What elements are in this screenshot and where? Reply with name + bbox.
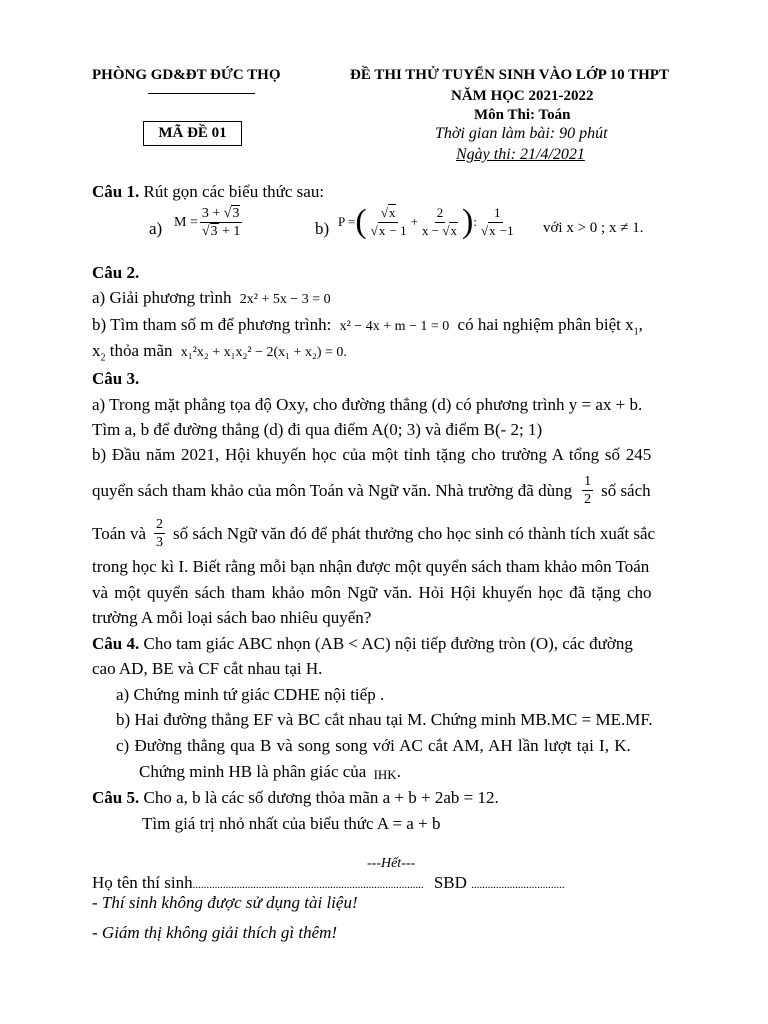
question-4c-line2	[139, 762, 401, 782]
equation-2b: x² − 4x + m − 1 = 0	[339, 319, 450, 334]
question-4-line2: cao AD, BE và CF cắt nhau tại H.	[92, 659, 323, 678]
question-3b-line3	[92, 517, 655, 551]
question-4-label: Câu 4.	[92, 634, 140, 653]
question-4c-line1: c) Đường thẳng qua B và song song với AC cắt AM, AH lần lượt tại I, K.	[116, 736, 631, 755]
question-2b-line1: b) Tìm tham số m để phương trình: x² − 4x + m − 1 = 0 có hai nghiệm phân biệt $x_1$,	[92, 315, 643, 338]
question-1-text: Rút gọn các biểu thức sau:	[143, 182, 325, 201]
equation-2a: 2x² + 5x − 3 = 0	[239, 292, 331, 307]
time-limit: Thời gian làm bài: 90 phút	[435, 125, 608, 142]
candidate-name-label: Họ tên thí sinh	[92, 873, 193, 892]
subject: Môn Thi: Toán	[474, 107, 571, 123]
header-underline	[148, 93, 255, 94]
question-3b-line6: trường A mỗi loại sách bao nhiêu quyển?	[92, 608, 372, 627]
question-2b-line2: $x_2$ thỏa mãn x₁²x₂ + x₁x₂² − 2(x₁ + x₂) = 0.	[92, 341, 347, 364]
question-5-line2: Tìm giá trị nhỏ nhất của biểu thức A = a + b	[142, 814, 441, 833]
question-3-label: Câu 3.	[92, 369, 140, 388]
condition-text: với x > 0 ; x ≠ 1.	[543, 220, 644, 236]
question-3b-line2	[92, 474, 651, 508]
question-5-label: Câu 5.	[92, 788, 140, 807]
end-marker: ---Hết---	[367, 856, 416, 871]
question-4c-text: Chứng minh HB là phân giác của	[139, 762, 367, 781]
angle-ihk: IHK	[373, 767, 397, 782]
note-no-materials: - Thí sinh không được sử dụng tài liệu!	[92, 893, 358, 912]
question-3b-line1: b) Đầu năm 2021, Hội khuyến học của một tỉnh tặng cho trường A tổng số 245	[92, 445, 652, 464]
fraction-two-thirds: $\frac{2}{3}$	[156, 517, 164, 551]
exam-date: Ngày thi: 21/4/2021	[456, 146, 585, 163]
sbd-dots: ..................................	[471, 879, 565, 891]
question-3b-line3-start: Toán và	[92, 523, 147, 543]
question-1-heading	[92, 182, 324, 202]
question-1-label: Câu 1.	[92, 182, 140, 201]
question-2b-end: có hai nghiệm phân biệt x	[457, 315, 634, 334]
expression-p: P = ( $\frac{√x}{√x - 1}$ + $\frac{2}{x - √x}$ ) : $\frac{1}{√x -1}$	[338, 203, 514, 240]
question-2a-text: a) Giải phương trình	[92, 288, 232, 307]
exam-code-box: MÃ ĐỀ 01	[143, 121, 242, 146]
question-3b-line2-end: số sách	[601, 480, 651, 500]
question-3b-line3-end: số sách Ngữ văn đó để phát thưởng cho học sinh có thành tích xuất sắc	[173, 523, 656, 543]
note-no-explanation: - Giám thị không giải thích gì thêm!	[92, 923, 338, 942]
question-1a-label: a)	[149, 219, 163, 238]
question-3b-line2-text: quyển sách tham khảo của môn Toán và Ngữ văn. Nhà trường đã dùng	[92, 480, 573, 500]
equation-2b-condition: x₁²x₂ + x₁x₂² − 2(x₁ + x₂) = 0.	[180, 345, 347, 360]
question-2a	[92, 288, 331, 308]
question-4-line1	[92, 634, 633, 654]
question-1b-label: b)	[315, 219, 330, 238]
question-3a-line1: a) Trong mặt phẳng tọa độ Oxy, cho đường thẳng (d) có phương trình y = ax + b.	[92, 395, 643, 414]
question-2b-text: b) Tìm tham số m để phương trình:	[92, 315, 332, 334]
question-5-line1	[92, 788, 499, 808]
question-4b: b) Hai đường thẳng EF và BC cắt nhau tại M. Chứng minh MB.MC = ME.MF.	[116, 710, 653, 729]
question-3b-line4: trong học kì I. Biết rằng mỗi bạn nhận được một quyển sách tham khảo môn Toán	[92, 557, 650, 576]
school-year: NĂM HỌC 2021-2022	[451, 88, 594, 104]
candidate-info-line	[92, 873, 565, 893]
expression-m: M = $\frac{3 + √3}{√3 + 1}$	[174, 206, 241, 240]
question-3b-line5: và một quyển sách tham khảo môn Ngữ văn. Hỏi Hội khuyến học đã tặng cho	[92, 583, 652, 602]
fraction-one-half: $\frac{1}{2}$	[584, 474, 592, 508]
question-4a: a) Chứng minh tứ giác CDHE nội tiếp .	[116, 685, 385, 704]
school-department: PHÒNG GD&ĐT ĐỨC THỌ	[92, 67, 281, 83]
question-4c-end: .	[396, 762, 401, 781]
question-3a-line2: Tìm a, b để đường thẳng (d) đi qua điểm A(0; 3) và điểm B(- 2; 1)	[92, 420, 543, 439]
sbd-label: SBD	[433, 873, 467, 892]
candidate-name-dots: ....................................................................................	[192, 879, 424, 891]
question-2-label: Câu 2.	[92, 263, 140, 282]
exam-title: ĐỀ THI THỬ TUYỂN SINH VÀO LỚP 10 THPT	[350, 67, 669, 83]
x2-variable: x	[92, 341, 101, 360]
question-5-text: Cho a, b là các số dương thỏa mãn a + b + 2ab = 12.	[143, 788, 499, 807]
question-2b-mid: thỏa mãn	[109, 341, 173, 360]
question-4-text: Cho tam giác ABC nhọn (AB < AC) nội tiếp đường tròn (O), các đường	[143, 634, 633, 653]
